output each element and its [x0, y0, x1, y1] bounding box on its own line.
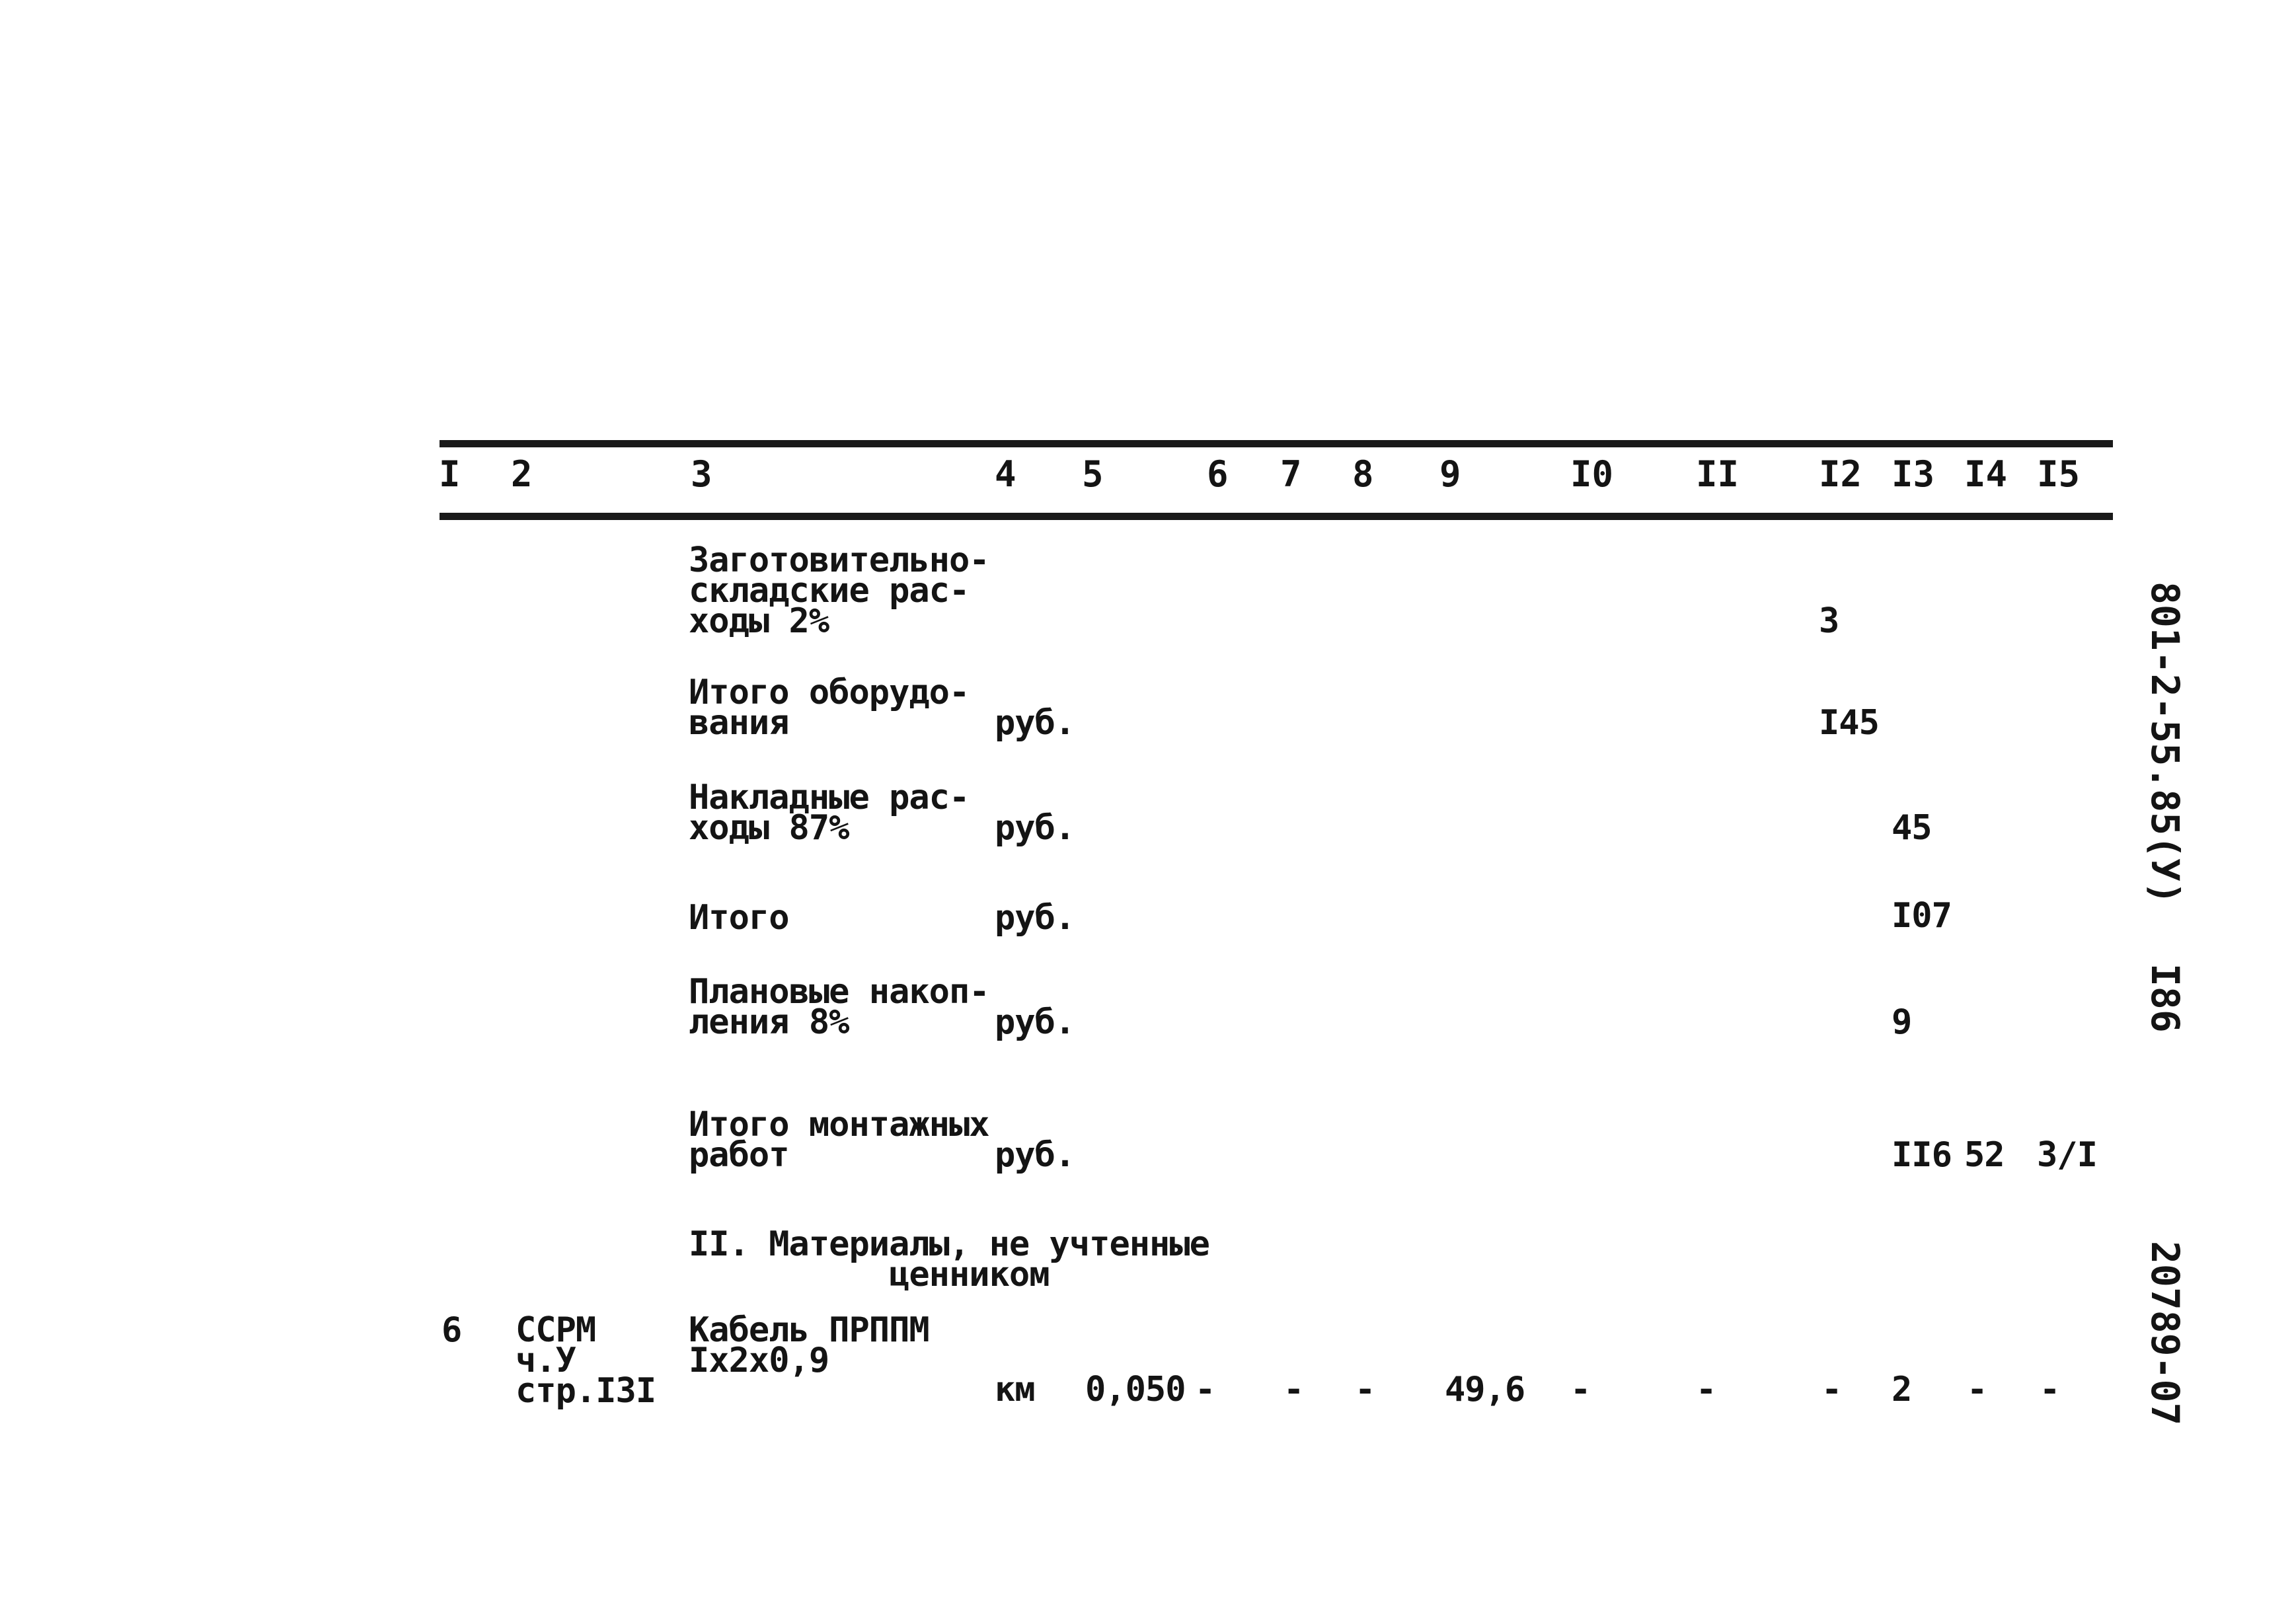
page-number: I86 — [2143, 963, 2188, 1033]
document-code: 801-2-55.85(У) — [2143, 581, 2188, 905]
cell-col14: - — [1967, 1370, 1987, 1409]
cell-col13: 9 — [1892, 1002, 1912, 1042]
section-heading: II. Материалы, не учтенные ценником — [689, 1224, 1209, 1294]
cell-col7: - — [1283, 1370, 1304, 1409]
cell-col14: 52 — [1964, 1135, 2005, 1175]
cell-col12: - — [1821, 1370, 1842, 1409]
col-header-7: 7 — [1280, 453, 1302, 495]
col-header-11: II — [1696, 453, 1740, 495]
unit-cell: км — [995, 1370, 1035, 1409]
col-header-13: I3 — [1892, 453, 1935, 495]
unit-cell: руб. — [995, 1002, 1075, 1042]
reference-cell: ССРМ ч.У стр.I3I — [516, 1310, 656, 1411]
col-header-1: I — [439, 453, 461, 495]
item-name: Накладные рас- ходы 87% — [689, 778, 970, 848]
item-name: Итого монтажных работ — [689, 1105, 989, 1175]
col-header-3: 3 — [691, 453, 712, 495]
col-header-5: 5 — [1082, 453, 1104, 495]
item-name: Плановые накоп- ления 8% — [689, 972, 989, 1042]
col-header-14: I4 — [1964, 453, 2008, 495]
cell-col13: 2 — [1892, 1370, 1912, 1409]
archive-number: 20789-07 — [2143, 1241, 2188, 1426]
cell-col12: I45 — [1819, 703, 1879, 743]
col-header-2: 2 — [511, 453, 533, 495]
table-header-rule — [440, 513, 2113, 520]
col-header-9: 9 — [1439, 453, 1461, 495]
cell-col12: 3 — [1819, 601, 1839, 641]
cell-col13: I07 — [1892, 896, 1952, 936]
item-name: Кабель ПРППМ Iх2х0,9 — [689, 1310, 929, 1380]
cell-col11: - — [1696, 1370, 1716, 1409]
cell-col10: - — [1570, 1370, 1591, 1409]
col-header-10: I0 — [1570, 453, 1614, 495]
col-header-6: 6 — [1207, 453, 1229, 495]
col-header-4: 4 — [995, 453, 1016, 495]
cell-col15: 3/I — [2037, 1135, 2097, 1175]
cell-col6: - — [1195, 1370, 1215, 1409]
col-header-12: I2 — [1819, 453, 1862, 495]
cell-col15: - — [2040, 1370, 2060, 1409]
item-name: Заготовительно- складские рас- ходы 2% — [689, 541, 989, 641]
unit-cell: руб. — [995, 1135, 1075, 1175]
cell-col13: II6 — [1892, 1135, 1952, 1175]
unit-cell: руб. — [995, 808, 1075, 848]
table-top-rule — [440, 440, 2113, 447]
unit-cell: руб. — [995, 703, 1075, 743]
quantity-cell: 0,050 — [1085, 1370, 1186, 1409]
col-header-8: 8 — [1352, 453, 1374, 495]
unit-cell: руб. — [995, 898, 1075, 938]
cell-col8: - — [1355, 1370, 1375, 1409]
row-number: 6 — [441, 1310, 462, 1350]
item-name: Итого оборудо- вания — [689, 673, 970, 743]
cell-col9: 49,6 — [1445, 1370, 1525, 1409]
col-header-15: I5 — [2037, 453, 2081, 495]
item-name: Итого — [689, 898, 789, 938]
cell-col13: 45 — [1892, 808, 1932, 848]
